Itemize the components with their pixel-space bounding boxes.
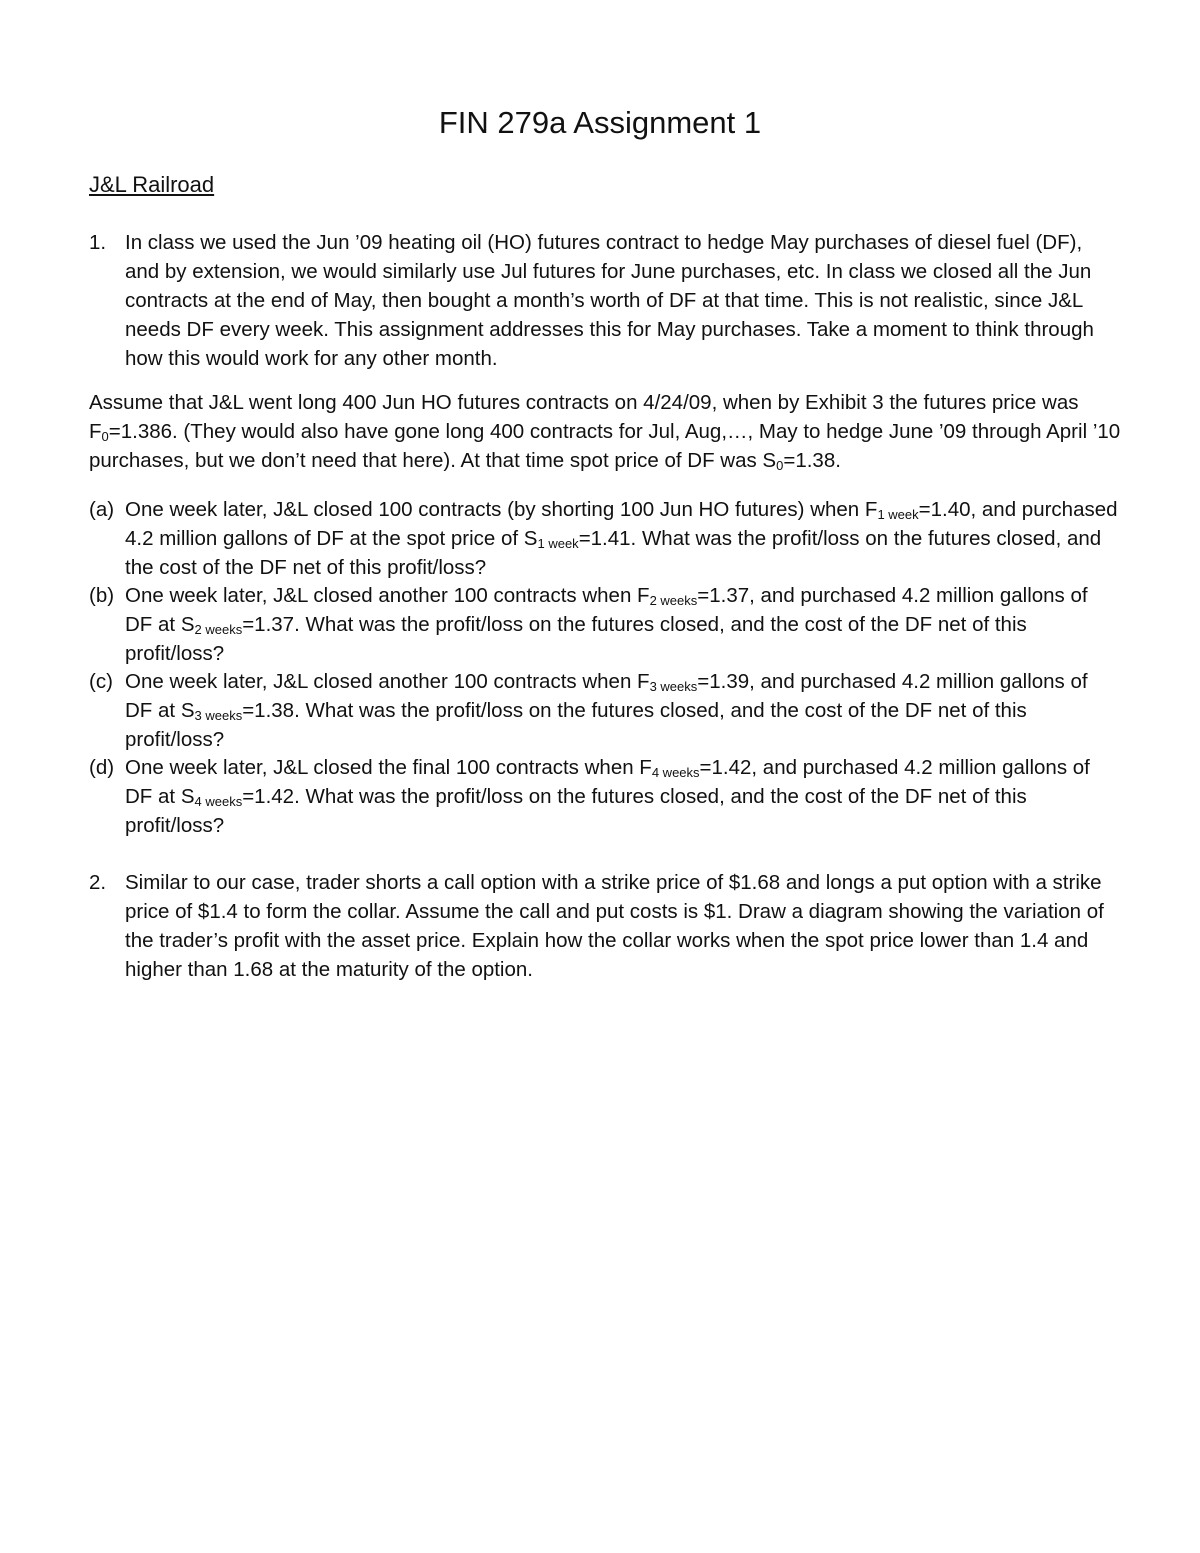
page-title: FIN 279a Assignment 1 <box>438 105 762 140</box>
part-c-text-3: =1.38. What was the profit/loss on the futures closed, and the cost of the DF net of this profit/loss? <box>125 699 1027 751</box>
part-a <box>89 495 1119 582</box>
part-c-text-2: =1.39, and purchased 4.2 million gallons of DF at S <box>125 670 1088 722</box>
part-d-text-3: =1.42. What was the profit/loss on the futures closed, and the cost of the DF net of this profit/loss? <box>125 785 1027 837</box>
assumption-text-1: Assume that J&L went long 400 Jun HO futures contracts on 4/24/09, when by Exhibit 3 the futures price was F <box>89 391 1079 443</box>
question-2-number: 2. <box>89 871 107 894</box>
question-1 <box>89 228 1119 373</box>
assumption-paragraph <box>89 388 1124 475</box>
part-b-label: (b) <box>89 584 115 607</box>
part-b-text-3: =1.37. What was the profit/loss on the futures closed, and the cost of the DF net of this profit/loss? <box>125 613 1027 665</box>
part-c-subscript-1: 3 weeks <box>649 679 698 694</box>
part-d-text-2: =1.42, and purchased 4.2 million gallons of DF at S <box>125 756 1090 808</box>
part-c-text-1: One week later, J&L closed another 100 contracts when F <box>125 670 650 693</box>
part-d-subscript-1: 4 weeks <box>651 765 700 780</box>
part-c-text <box>125 667 1119 754</box>
question-2 <box>89 868 1119 984</box>
question-1-text: In class we used the Jun ’09 heating oil (HO) futures contract to hedge May purchases of diesel fuel (DF), and by extension, we would similarly use Jul futures for June purchases, etc. In class we closed all the Jun contracts at the end of May, then bought a month’s worth of DF at that time. This is not realistic, since J&L needs DF every week. This assignment addresses this for May purchases. Take a moment to think through how this would work for any other month. <box>125 231 1094 370</box>
part-b-subscript-1: 2 weeks <box>649 593 698 608</box>
part-d-text <box>125 753 1119 840</box>
part-b-text-1: One week later, J&L closed another 100 contracts when F <box>125 584 650 607</box>
assumption-subscript-1: 0 <box>101 429 109 444</box>
part-a-subscript-2: 1 week <box>537 536 579 551</box>
part-a-text-3: =1.41. What was the profit/loss on the futures closed, and the cost of the DF net of this profit/loss? <box>125 527 1102 579</box>
part-d <box>89 753 1119 840</box>
part-c <box>89 667 1119 754</box>
part-a-text <box>125 495 1119 582</box>
assumption-subscript-2: 0 <box>776 458 784 473</box>
part-d-label: (d) <box>89 756 115 779</box>
part-c-subscript-2: 3 weeks <box>194 708 243 723</box>
part-b-subscript-2: 2 weeks <box>194 622 243 637</box>
question-2-text: Similar to our case, trader shorts a call option with a strike price of $1.68 and longs a put option with a strike price of $1.4 to form the collar. Assume the call and put costs is $1. Draw a diagram showing the variation of the trader’s profit with the asset price. Explain how the collar works when the spot price lower than 1.4 and higher than 1.68 at the maturity of the option. <box>125 871 1104 981</box>
section-heading: J&L Railroad <box>89 172 215 197</box>
part-b <box>89 581 1119 668</box>
part-a-text-1: One week later, J&L closed 100 contracts (by shorting 100 Jun HO futures) when F <box>125 498 878 521</box>
assumption-text-3: =1.38. <box>783 449 841 472</box>
part-b-text <box>125 581 1119 668</box>
part-d-text-1: One week later, J&L closed the final 100 contracts when F <box>125 756 652 779</box>
question-1-number: 1. <box>89 231 107 254</box>
part-c-label: (c) <box>89 670 113 693</box>
part-a-label: (a) <box>89 498 115 521</box>
part-d-subscript-2: 4 weeks <box>194 794 243 809</box>
part-b-text-2: =1.37, and purchased 4.2 million gallons of DF at S <box>125 584 1088 636</box>
part-a-text-2: =1.40, and purchased 4.2 million gallons of DF at the spot price of S <box>125 498 1118 550</box>
assumption-text-2: =1.386. (They would also have gone long 400 contracts for Jul, Aug,…, May to hedge June ’09 through April ’10 purchases, but we don’t need that here). At that time spot price of DF was S <box>89 420 1121 472</box>
part-a-subscript-1: 1 week <box>877 507 919 522</box>
